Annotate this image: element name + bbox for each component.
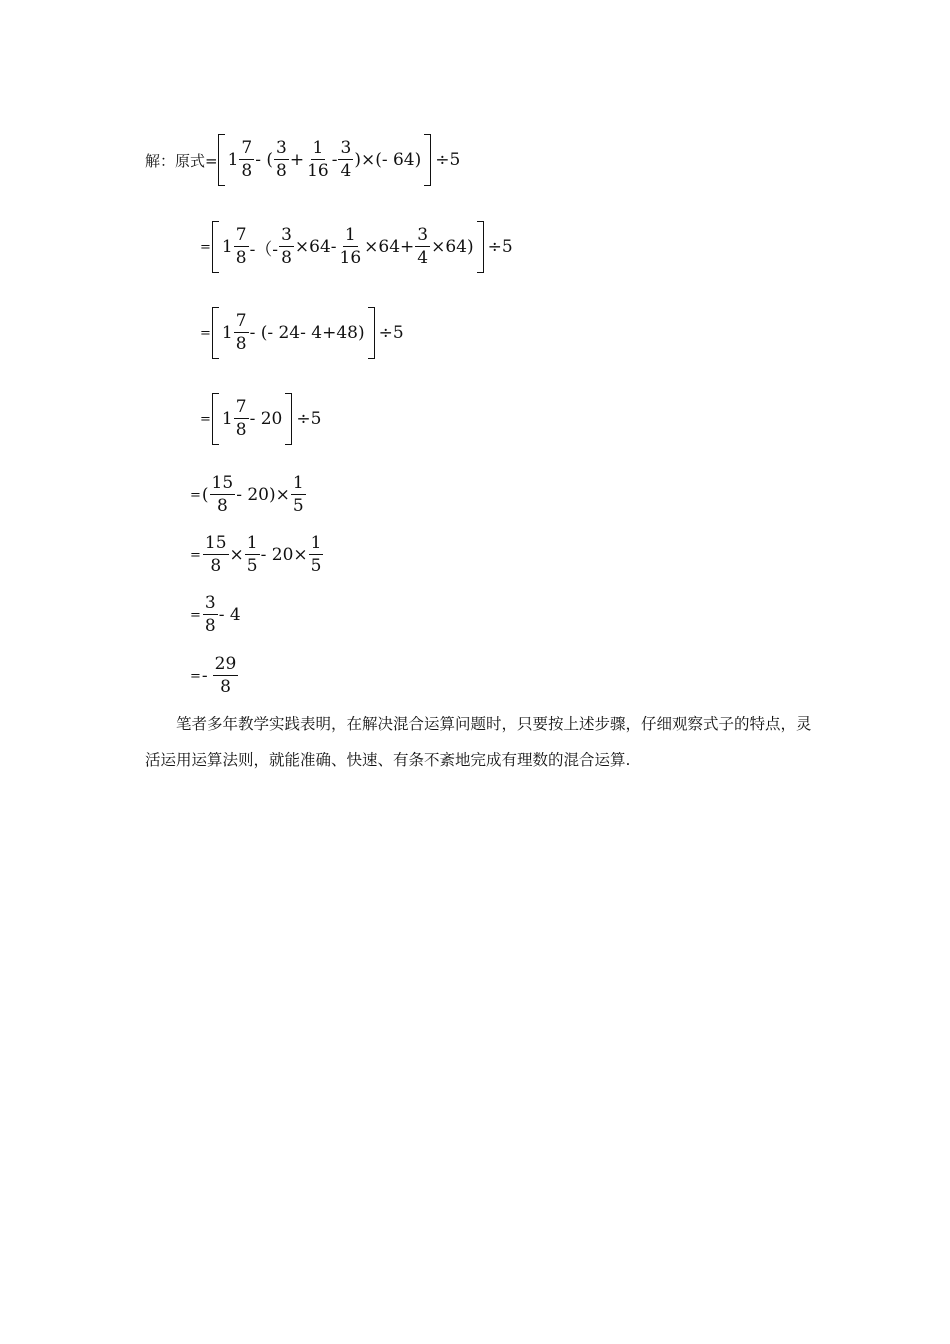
fraction: $\frac{7}{8}$ [241, 138, 253, 181]
right-bracket [424, 134, 431, 186]
fraction: $\frac{3}{8}$ [276, 138, 287, 181]
fraction: $\frac{1}{16}$ [307, 138, 329, 181]
equals-sign: = [200, 239, 211, 255]
solution-label: 解：原式= [145, 151, 218, 170]
conclusion-paragraph: 笔者多年教学实践表明，在解决混合运算问题时，只要按上述步骤，仔细观察式子的特点，灵活运用运算法则，就能准确、快速、有条不紊地完成有理数的混合运算. [145, 715, 812, 769]
fraction: $\frac{7}{8}$ [235, 311, 247, 354]
step-1: 解：原式= 1 $\frac{7}{8}$ - ( $\frac{3}{8}$ + $\frac{1}{16}$ - $\frac{3}{4}$ )×(- 64) ÷5 [145, 134, 460, 186]
left-bracket [218, 134, 225, 186]
fraction: $\frac{3}{4}$ [340, 138, 352, 181]
equals-sign: = [190, 668, 201, 684]
step-7: = $\frac{3}{8}$ - 4 [190, 593, 241, 636]
step-5: = ( $\frac{15}{8}$ - 20)× $\frac{1}{5}$ [190, 473, 304, 516]
equals-sign: = [200, 411, 211, 427]
equals-sign: = [190, 607, 201, 623]
fraction: $\frac{1}{5}$ [310, 533, 322, 576]
right-bracket [285, 393, 292, 445]
step-8: = - $\frac{29}{8}$ [190, 654, 237, 697]
left-bracket [212, 221, 219, 273]
fraction: $\frac{15}{8}$ [211, 473, 234, 516]
step-3: = 1 $\frac{7}{8}$ - (- 24- 4+48) ÷5 [200, 307, 404, 359]
step-6: = $\frac{15}{8}$ × $\frac{1}{5}$ - 20× $\frac{1}{5}$ [190, 533, 322, 576]
left-bracket [212, 393, 219, 445]
right-bracket [477, 221, 484, 273]
fraction: $\frac{15}{8}$ [204, 533, 227, 576]
equals-sign: = [200, 325, 211, 341]
fraction: $\frac{1}{16}$ [339, 225, 362, 268]
fraction: $\frac{1}{5}$ [246, 533, 258, 576]
left-bracket [212, 307, 219, 359]
fraction: $\frac{3}{4}$ [417, 225, 429, 268]
equals-sign: = [190, 547, 201, 563]
right-bracket [368, 307, 375, 359]
fraction: $\frac{7}{8}$ [235, 397, 247, 440]
step-4: = 1 $\frac{7}{8}$ - 20 ÷5 [200, 393, 321, 445]
fraction: $\frac{29}{8}$ [214, 654, 237, 697]
fraction: $\frac{7}{8}$ [235, 225, 247, 268]
step-2: = 1 $\frac{7}{8}$ -（- $\frac{3}{8}$ ×64- $\frac{1}{16}$ ×64+ $\frac{3}{4}$ ×64) ÷5 [200, 221, 513, 273]
equals-sign: = [190, 487, 201, 503]
fraction: $\frac{3}{8}$ [204, 593, 216, 636]
fraction: $\frac{3}{8}$ [281, 225, 292, 268]
fraction: $\frac{1}{5}$ [292, 473, 304, 516]
